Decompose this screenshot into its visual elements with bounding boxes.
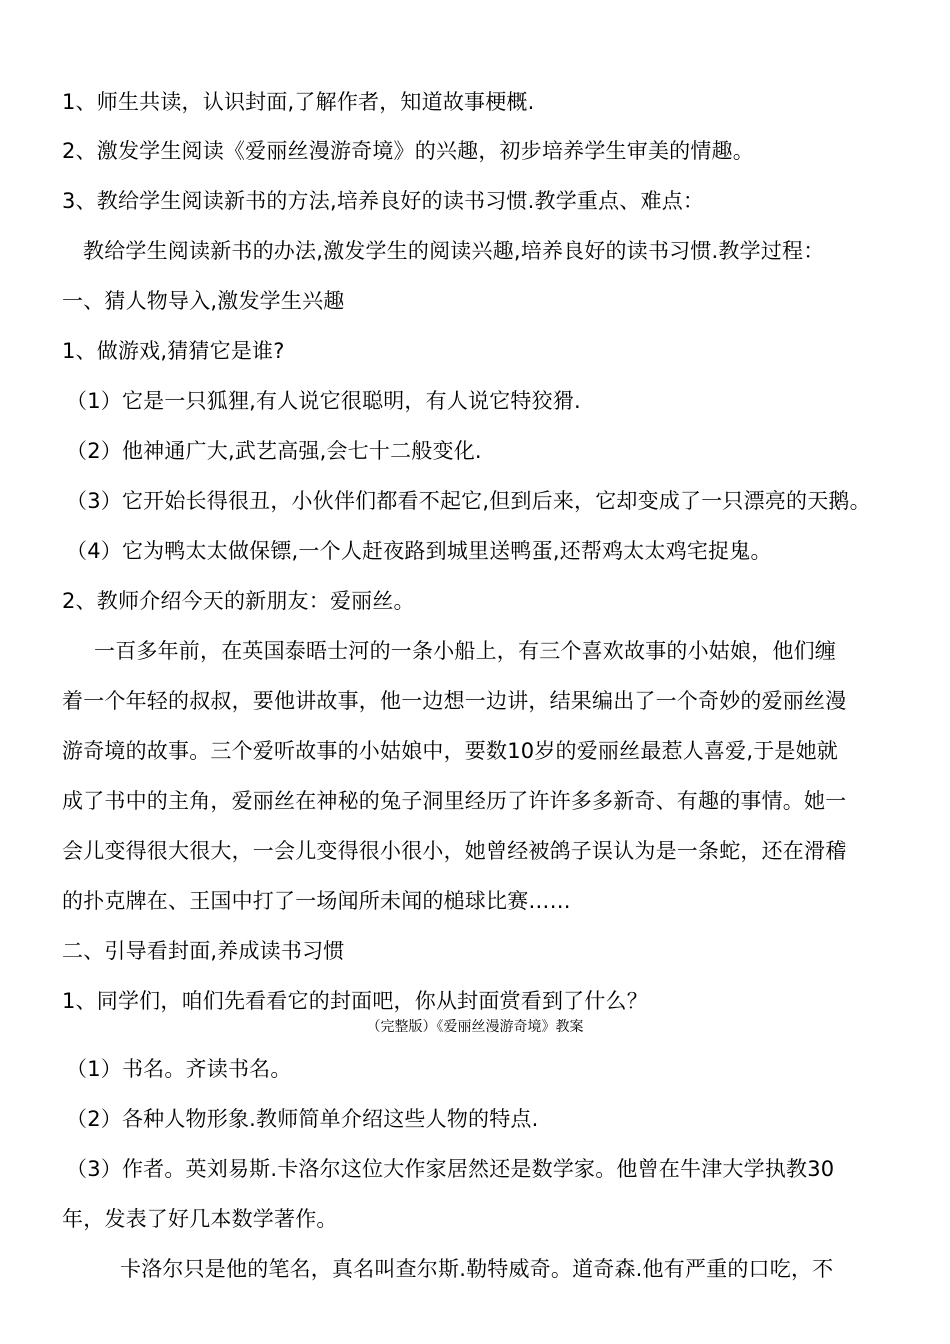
section-heading-2: 二、引导看封面,养成读书习惯 xyxy=(62,939,345,963)
section-heading-1: 一、猜人物导入,激发学生兴趣 xyxy=(62,289,345,313)
riddle-4: （4）它为鸭太太做保镖,一个人赶夜路到城里送鸭蛋,还帮鸡太太鸡宅捉鬼。 xyxy=(66,539,772,563)
cover-item-2: （2）各种人物形象.教师简单介绍这些人物的特点. xyxy=(66,1107,539,1131)
cover-question: 1、同学们，咱们先看看它的封面吧，你从封面赏看到了什么？ xyxy=(62,989,648,1013)
story-paragraph-line: 着一个年轻的叔叔，要他讲故事，他一边想一边讲，结果编出了一个奇妙的爱丽丝漫 xyxy=(62,689,847,713)
riddle-2: （2）他神通广大,武艺高强,会七十二般变化. xyxy=(66,439,482,463)
objective-1: 1、师生共读，认识封面,了解作者，知道故事梗概. xyxy=(62,90,535,114)
author-paragraph-line: 卡洛尔只是他的笔名，真名叫查尔斯.勒特威奇。道奇森.他有严重的口吃，不 xyxy=(120,1257,834,1281)
story-paragraph-line: 游奇境的故事。三个爱听故事的小姑娘中，要数10岁的爱丽丝最惹人喜爱,于是她就 xyxy=(62,739,838,763)
riddle-1: （1）它是一只狐狸,有人说它很聪明，有人说它特狡猾. xyxy=(66,389,581,413)
cover-item-3: （3）作者。英刘易斯.卡洛尔这位大作家居然还是数学家。他曾在牛津大学执教30 xyxy=(66,1157,835,1181)
objective-2: 2、激发学生阅读《爱丽丝漫游奇境》的兴趣，初步培养学生审美的情趣。 xyxy=(62,139,754,163)
page-footer-title: （完整版）《爱丽丝漫游奇境》教案 xyxy=(366,1019,584,1035)
cover-item-3-continued: 年，发表了好几本数学著作。 xyxy=(62,1207,338,1231)
objective-3: 3、教给学生阅读新书的方法,培养良好的读书习惯.教学重点、难点： xyxy=(62,189,705,213)
story-paragraph-line: 会儿变得很大很大，一会儿变得很小很小，她曾经被鸽子误认为是一条蛇，还在滑稽 xyxy=(62,839,847,863)
story-paragraph-line: 一百多年前，在英国泰晤士河的一条小船上，有三个喜欢故事的小姑娘，他们缠 xyxy=(94,639,836,663)
riddle-3: （3）它开始长得很丑，小伙伴们都看不起它,但到后来，它却变成了一只漂亮的天鹅。 xyxy=(66,489,871,513)
cover-item-1: （1）书名。齐读书名。 xyxy=(66,1057,292,1081)
step-2: 2、教师介绍今天的新朋友：爱丽丝。 xyxy=(62,589,415,613)
story-paragraph-line: 成了书中的主角，爱丽丝在神秘的兔子洞里经历了许许多多新奇、有趣的事情。她一 xyxy=(62,789,847,813)
story-paragraph-line: 的扑克牌在、王国中打了一场闻所未闻的槌球比赛…… xyxy=(62,889,571,913)
key-points: 教给学生阅读新书的办法,激发学生的阅读兴趣,培养良好的读书习惯.教学过程： xyxy=(83,239,825,263)
step-1: 1、做游戏,猜猜它是谁? xyxy=(62,339,285,363)
